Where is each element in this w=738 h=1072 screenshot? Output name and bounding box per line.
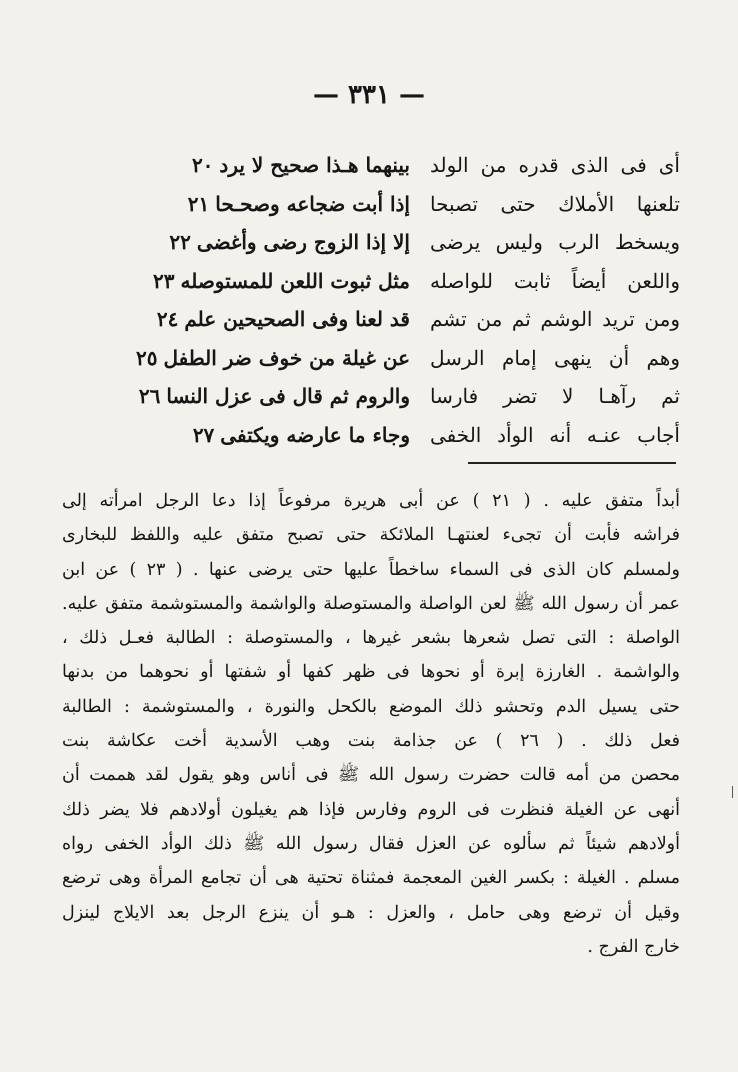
footnote-line: محصن من أمه قالت حضرت رسول الله ﷺ فى أناس وهو يقول لقد هممت أن	[62, 765, 680, 786]
footnote-line: أولادهم شيئاً ثم سألوه عن العزل فقال رسول الله ﷺ ذلك الوأد الخفى رواه	[62, 833, 680, 854]
footnote-line: أبداً متفق عليه . ( ٢١ ) عن أبى هريرة مرفوعاً إذا دعا الرجل امرأته إلى	[62, 491, 680, 511]
verse-second-hemistich	[150, 146, 410, 185]
verse-second-hemistich	[150, 416, 410, 455]
footnote-line: ولمسلم كان الذى فى السماء ساخطاً عليها حتى يرضى عنها . ( ٢٣ ) عن ابن	[62, 559, 680, 580]
verse-row	[150, 300, 680, 339]
verse-second-hemistich	[150, 223, 410, 262]
footnote-line: مسلم . الغيلة : بكسر الغين المعجمة فمثناة تحتية هى أن تجامع المرأة وهى ترضع	[62, 868, 680, 889]
verse-first-hemistich: واللعن أيضاً ثابت للواصله	[430, 268, 680, 293]
verse-row	[150, 416, 680, 455]
verse-number: ٢٠	[191, 153, 214, 177]
footnote-line: الواصلة : التى تصل شعرها بشعر غيرها ، والمستوصلة : الطالبة فعـل ذلك ،	[62, 628, 680, 649]
page-number: — ٣٣١ —	[312, 80, 426, 110]
footnote-divider	[468, 462, 676, 464]
verse-second-hemistich	[136, 339, 410, 378]
verse-number: ٢٣	[153, 268, 175, 293]
verse-text: مثل ثبوت اللعن للمستوصله	[180, 268, 410, 293]
verse-text: وجاء ما عارضه ويكتفى	[220, 422, 410, 447]
verse-row	[150, 223, 680, 262]
footnotes	[62, 484, 680, 964]
verse-number: ٢٢	[169, 230, 191, 254]
footnote-line: فراشه فأبت أن تجىء لعنتهـا الملائكة حتى تصبح متفق عليه واللفظ للبخارى	[62, 525, 680, 546]
footnote-line: أنهى عن الغيلة فنظرت فى الروم وفارس فإذا هم يغيلون أولادهم فلا يضر ذلك	[62, 799, 680, 820]
verse-number: ٢٥	[136, 345, 158, 370]
verse-second-hemistich	[150, 300, 410, 339]
footnote-line: حتى يسيل الدم وتحشو ذلك الموضع بالكحل والنورة ، والمستوشمة : الطالبة	[62, 696, 680, 717]
verse-text: إلا إذا الزوج رضى وأغضى	[196, 230, 410, 254]
verse-first-hemistich: تلعنها الأملاك حتى تصبحا	[430, 191, 680, 216]
verse-first-hemistich: ثم رآهـا لا تضر فارسا	[430, 384, 680, 408]
footnote-line: خارج الفرج .	[587, 936, 680, 957]
footnote-line: فعل ذلك . ( ٢٦ ) عن جذامة بنت وهب الأسدية أخت عكاشة بنت	[62, 731, 680, 752]
verse-second-hemistich	[150, 185, 410, 224]
margin-mark	[732, 786, 733, 798]
verse-first-hemistich: أجاب عنـه أنه الوأد الخفى	[430, 422, 680, 447]
verse-text: قد لعنا وفى الصحيحين علم	[184, 307, 410, 331]
verse-row	[136, 339, 680, 378]
verse-second-hemistich	[150, 262, 410, 301]
verse-text: إذا أبت ضجاعه وصحـحا	[215, 191, 410, 216]
verse-row	[150, 262, 680, 301]
verse-first-hemistich: أى فى الذى قدره من الولد	[430, 153, 680, 177]
verse-first-hemistich: وهم أن ينهى إمام الرسل	[430, 345, 680, 370]
verse-text: عن غيلة من خوف ضر الطفل	[163, 345, 410, 370]
verse-row	[150, 146, 680, 185]
verse-number: ٢١	[187, 191, 210, 216]
verse-number: ٢٦	[138, 384, 161, 408]
verse-first-hemistich: ومن تريد الوشم ثم من تشم	[430, 307, 680, 331]
verse-number: ٢٧	[192, 422, 215, 447]
poem-verses	[136, 146, 680, 456]
verse-text: والروم ثم قال فى عزل النسا	[166, 384, 410, 408]
verse-text: بينهما هـذا صحيح لا يرد	[219, 153, 410, 177]
footnote-line: عمر أن رسول الله ﷺ لعن الواصلة والمستوصلة والواشمة والمستوشمة متفق عليه.	[62, 593, 680, 614]
footnote-line: وقيل أن ترضع وهى حامل ، والعزل : هـو أن ينزع الرجل بعد الايلاج لينزل	[62, 902, 680, 923]
verse-row	[138, 377, 680, 416]
verse-row	[150, 185, 680, 224]
footnote-line: والواشمة . الغارزة إبرة أو نحوها فى ظهر كفها أو شفتها أو نحوهما من بدنها	[62, 662, 680, 683]
verse-second-hemistich	[138, 377, 410, 416]
verse-number: ٢٤	[156, 307, 179, 331]
verse-first-hemistich: ويسخط الرب وليس يرضى	[430, 230, 680, 254]
